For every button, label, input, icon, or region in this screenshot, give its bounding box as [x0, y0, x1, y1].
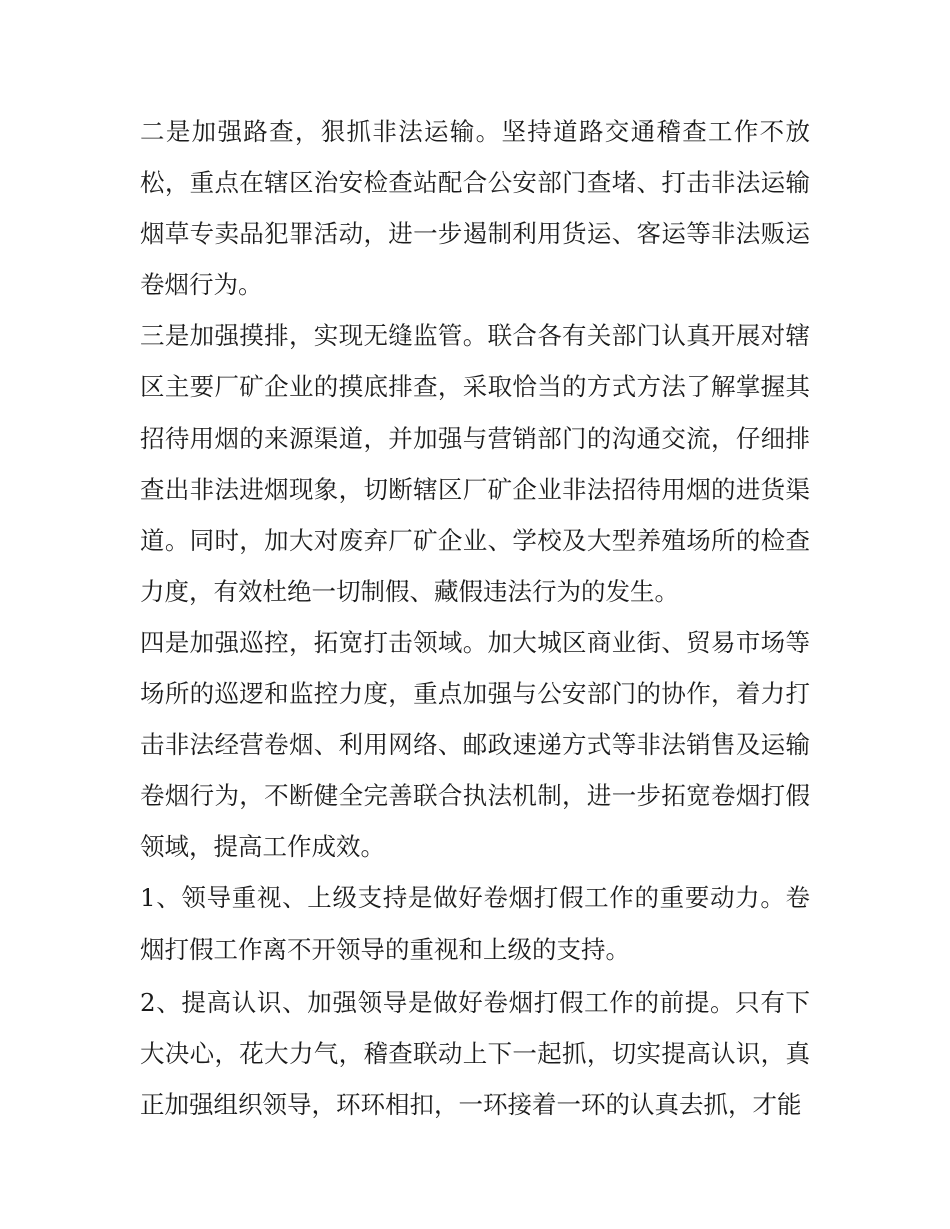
paragraph-seamless-supervision: 三是加强摸排，实现无缝监管。联合各有关部门认真开展对辖区主要厂矿企业的摸底排查，采取恰当的方式方法了解掌握其招待用烟的来源渠道，并加强与营销部门的沟通交流，仔细排查出非法进烟现象，切断辖区厂矿企业非法招待用烟的进货渠道。同时，加大对废弃厂矿企业、学校及大型养殖场所的检查力度，有效杜绝一切制假、藏假违法行为的发生。 [140, 321, 810, 606]
paragraph-item-1: 1、领导重视、上级支持是做好卷烟打假工作的重要动力。卷烟打假工作离不开领导的重视和上级的支持。 [140, 883, 810, 964]
paragraph-item-2: 2、提高认识、加强领导是做好卷烟打假工作的前提。只有下大决心，花大力气，稽查联动上下一起抓，切实提高认识，真正加强组织领导，环环相扣，一环接着一环的认真去抓，才能 [140, 987, 810, 1119]
document-body [140, 106, 810, 1130]
paragraph-patrol-control: 四是加强巡控，拓宽打击领域。加大城区商业街、贸易市场等场所的巡逻和监控力度，重点加强与公安部门的协作，着力打击非法经营卷烟、利用网络、邮政速递方式等非法销售及运输卷烟行为，不断健全完善联合执法机制，进一步拓宽卷烟打假领域，提高工作成效。 [140, 627, 810, 862]
paragraph-road-inspection: 二是加强路查，狠抓非法运输。坚持道路交通稽查工作不放松，重点在辖区治安检查站配合公安部门查堵、打击非法运输烟草专卖品犯罪活动，进一步遏制利用货运、客运等非法贩运卷烟行为。 [140, 117, 810, 300]
